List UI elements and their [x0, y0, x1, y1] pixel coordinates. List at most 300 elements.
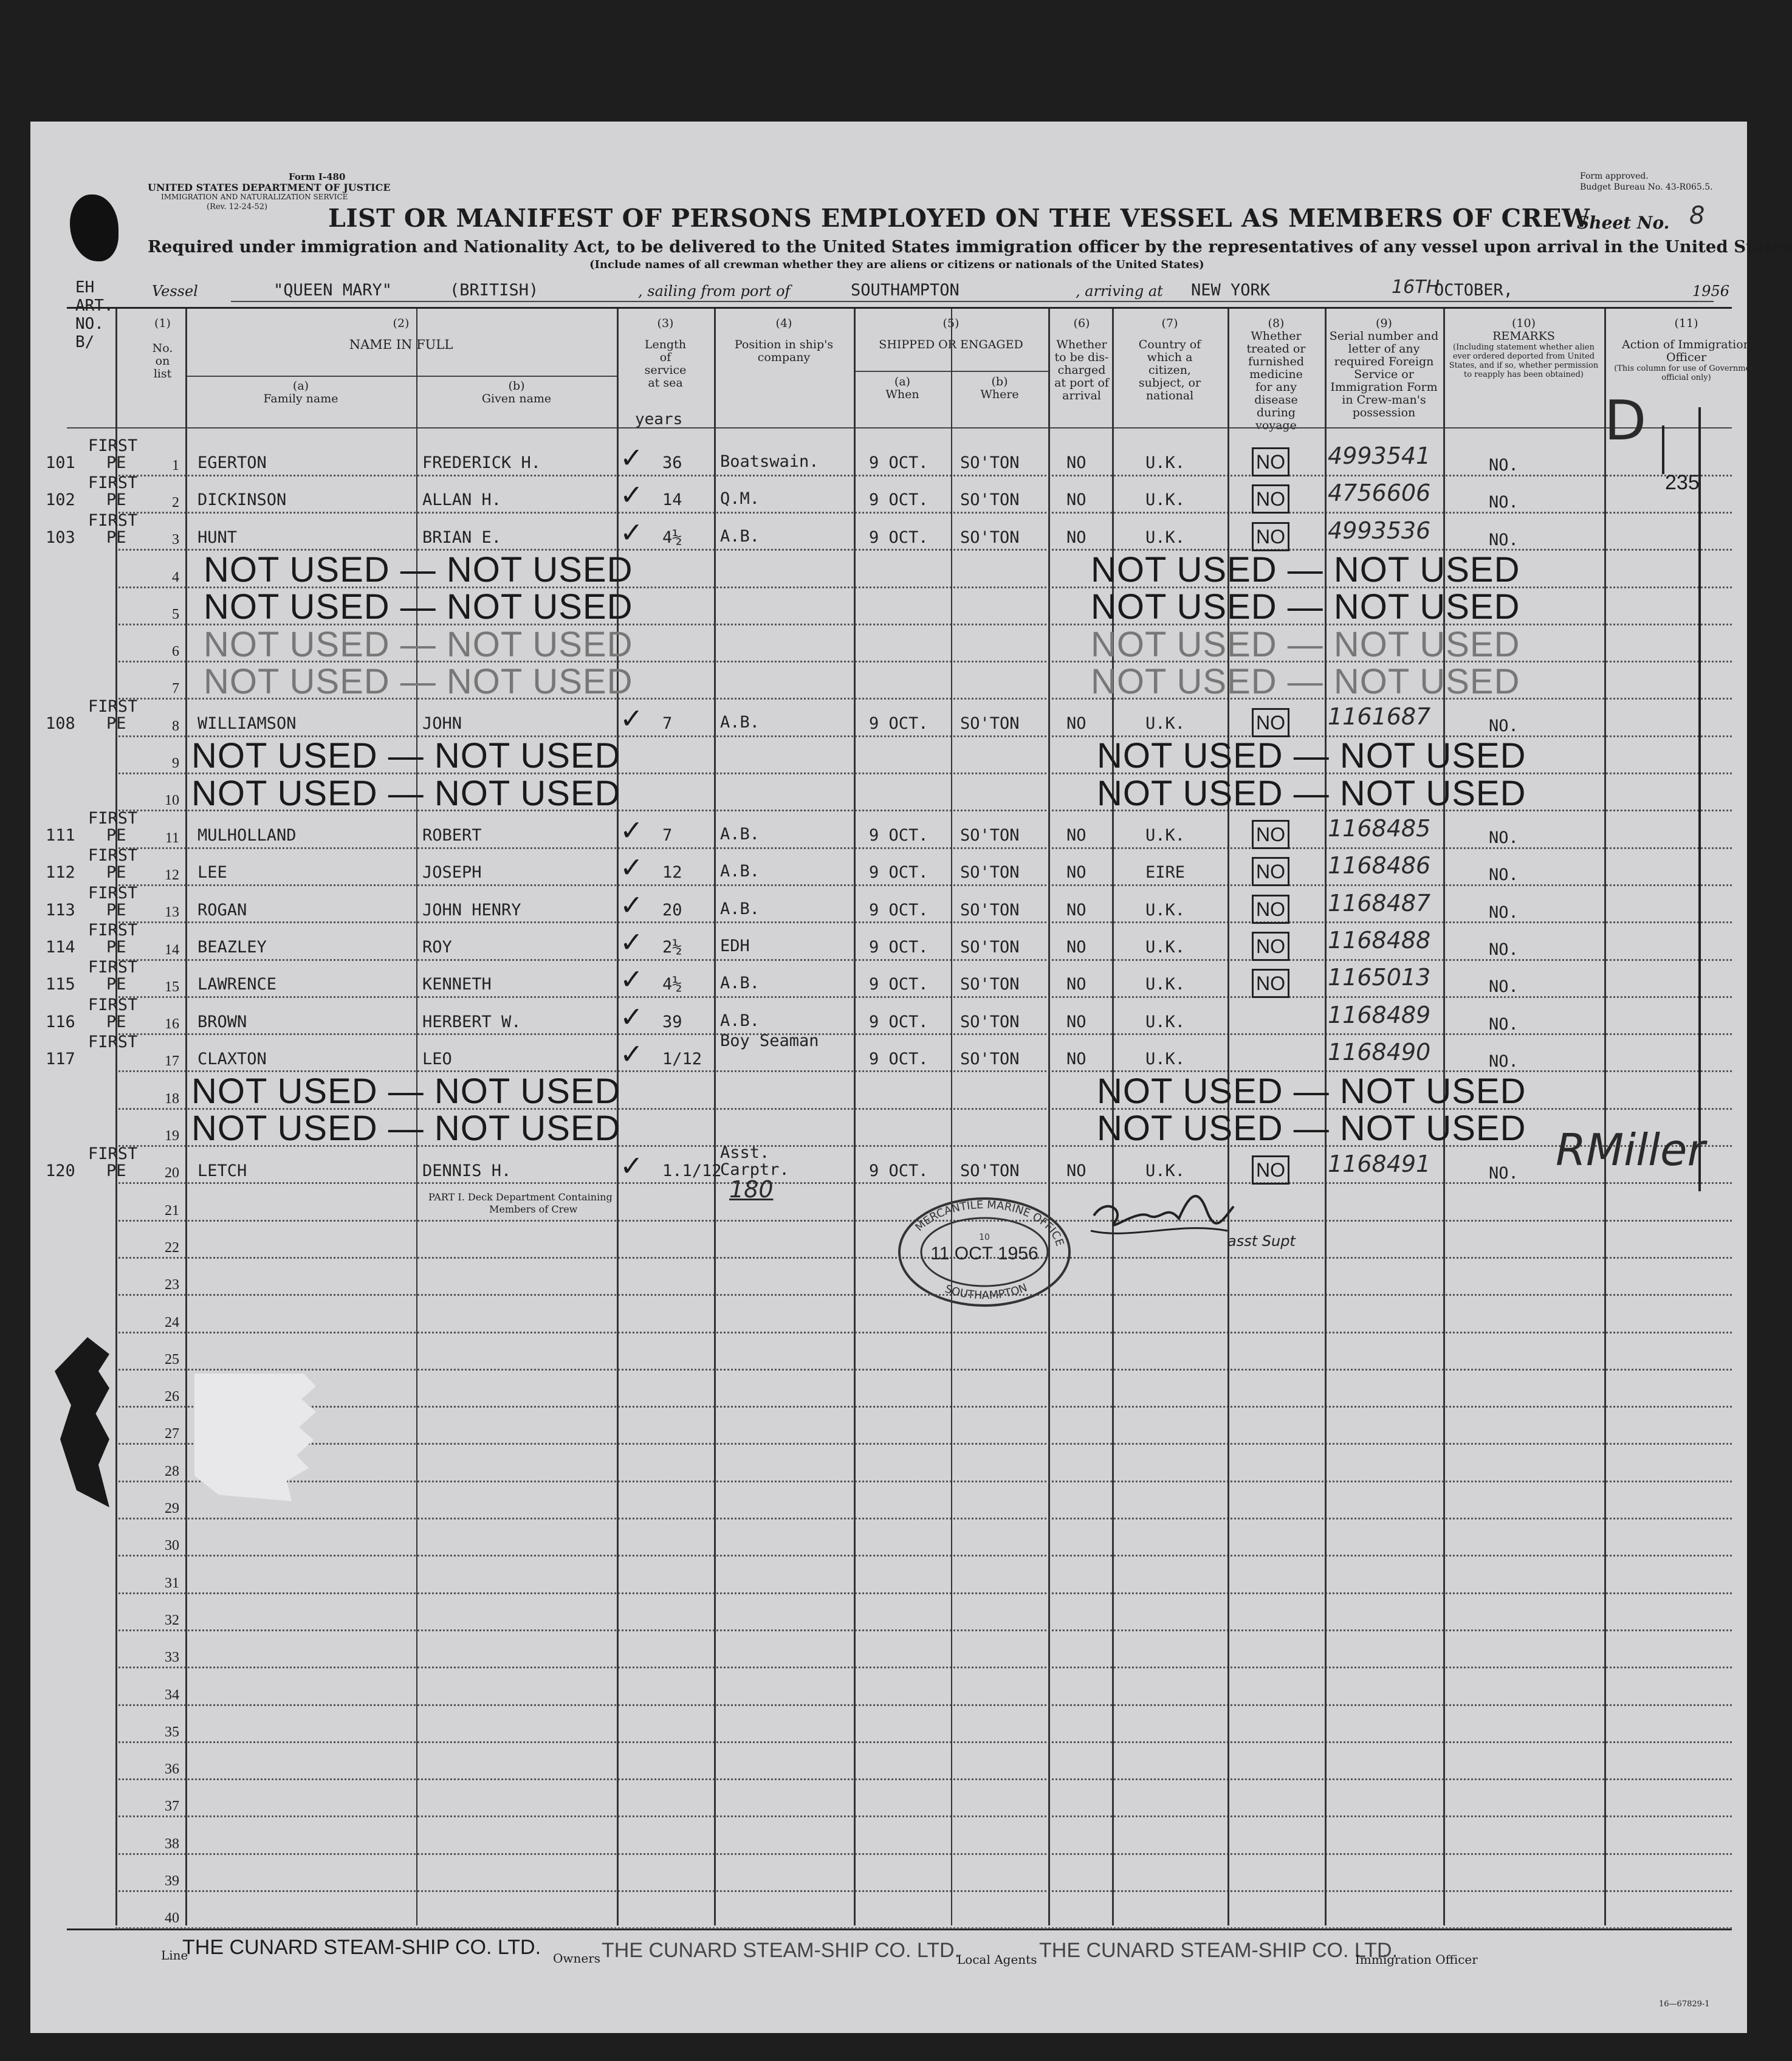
first-mark: FIRST [88, 846, 138, 865]
col5a-label: When [885, 388, 919, 401]
column-rule [1048, 309, 1050, 1925]
medicine-stamp: NO [1252, 932, 1289, 961]
country: U.K. [1145, 1012, 1186, 1031]
position: A.B. [720, 526, 760, 546]
not-used-stamp: NOT USED — NOT USED [1097, 1072, 1526, 1112]
given-name: KENNETH [422, 975, 492, 994]
col1-label: No. on list [152, 342, 173, 380]
shipped-where: SO'TON [960, 1012, 1020, 1031]
shipped-where: SO'TON [960, 900, 1020, 920]
ink-blot [70, 194, 118, 261]
row-rule [115, 1443, 1732, 1445]
officer-label: Immigration Officer [1355, 1952, 1478, 1967]
pe-mark: PE [106, 490, 126, 510]
given-name: FREDERICK H. [422, 453, 541, 472]
stamp-bottom-text: SOUTHAMPTON [943, 1281, 1029, 1302]
family-name: EGERTON [197, 453, 267, 472]
row-rule [115, 1518, 1732, 1519]
art-number: 111 [46, 826, 75, 845]
serial-number: 1168485 [1328, 815, 1431, 842]
row-number: 15 [165, 979, 179, 995]
row-rule [115, 921, 1732, 923]
discharged: NO [1066, 900, 1087, 920]
row-number: 37 [165, 1798, 179, 1815]
service-years: 1.1/12 [662, 1161, 722, 1180]
check-tick-icon: ✓ [620, 1000, 644, 1033]
country: U.K. [1145, 826, 1186, 845]
service-years: 4½ [662, 975, 682, 994]
col10-number: (10) [1511, 317, 1536, 330]
column-rule [951, 309, 952, 1925]
shipped-when: 9 OCT. [869, 1012, 929, 1031]
discharged: NO [1066, 1012, 1087, 1031]
header-sub-rule-name [185, 376, 617, 377]
shipped-where: SO'TON [960, 528, 1020, 547]
shipped-where: SO'TON [960, 1049, 1020, 1068]
column-rule [854, 309, 856, 1925]
line-value: THE CUNARD STEAM-SHIP CO. LTD. [182, 1936, 541, 1959]
given-name: JOSEPH [422, 863, 482, 883]
row-number: 39 [165, 1873, 179, 1890]
given-name: ROY [422, 937, 452, 957]
given-name: JOHN HENRY [422, 900, 521, 920]
col4-label: Position in ship's company [734, 338, 834, 364]
row-number: 24 [165, 1314, 179, 1330]
col2a-number: (a) [292, 379, 309, 393]
discharged: NO [1066, 714, 1087, 734]
arriving-port: NEW YORK [1191, 281, 1271, 300]
row-number: 31 [165, 1575, 179, 1591]
pe-mark: PE [106, 937, 126, 957]
col3-unit: years [635, 410, 683, 428]
country: U.K. [1145, 714, 1186, 734]
given-name: ROBERT [422, 826, 482, 845]
first-mark: FIRST [88, 920, 138, 940]
shipped-where: SO'TON [960, 453, 1020, 472]
art-number: 113 [46, 900, 75, 920]
row-rule [115, 1778, 1732, 1780]
first-mark: FIRST [88, 511, 138, 530]
position: EDH [720, 936, 750, 955]
row-number: 34 [165, 1687, 179, 1703]
vessel-underline [231, 301, 1714, 302]
medicine-stamp: NO [1252, 857, 1289, 886]
vessel-name: "QUEEN MARY" [273, 281, 393, 300]
check-tick-icon: ✓ [620, 888, 644, 921]
not-used-stamp: NOT USED — NOT USED [1097, 773, 1526, 813]
row-number: 7 [172, 681, 179, 697]
officer-bracket-line [1698, 407, 1701, 1191]
owners-value: THE CUNARD STEAM-SHIP CO. LTD. [602, 1939, 961, 1962]
officer-mark: D [1604, 389, 1647, 453]
remarks: NO. [1489, 530, 1519, 549]
family-name: LEE [197, 863, 227, 883]
remarks: NO. [1489, 1014, 1519, 1034]
row-rule [115, 1369, 1732, 1371]
arrival-year: 1956 [1692, 283, 1730, 300]
serial-number: 1168487 [1328, 889, 1431, 917]
service-years: 12 [662, 863, 682, 883]
check-tick-icon: ✓ [620, 1037, 644, 1070]
check-tick-icon: ✓ [620, 925, 644, 958]
col5b-label: Where [980, 388, 1019, 401]
check-tick-icon: ✓ [620, 1149, 644, 1182]
shipped-where: SO'TON [960, 1161, 1020, 1180]
shipped-when: 9 OCT. [869, 490, 929, 510]
department: UNITED STATES DEPARTMENT OF JUSTICE [148, 182, 391, 193]
remarks: NO. [1489, 717, 1519, 736]
remarks: NO. [1489, 1051, 1519, 1071]
first-mark: FIRST [88, 436, 138, 455]
sailing-port: SOUTHAMPTON [851, 281, 960, 300]
shipped-when: 9 OCT. [869, 900, 929, 920]
row-number: 29 [165, 1501, 179, 1517]
row-number: 4 [172, 569, 179, 585]
row-rule [115, 847, 1732, 849]
col9-head [1325, 317, 1443, 419]
country: U.K. [1145, 900, 1186, 920]
family-name: MULHOLLAND [197, 826, 297, 845]
first-mark: FIRST [88, 958, 138, 977]
country: U.K. [1145, 528, 1186, 547]
discharged: NO [1066, 453, 1087, 472]
discharged: NO [1066, 826, 1087, 845]
shipped-when: 9 OCT. [869, 528, 929, 547]
row-rule [115, 475, 1732, 477]
given-name: BRIAN E. [422, 528, 502, 547]
art-number: 101 [46, 453, 75, 472]
first-mark: FIRST [88, 473, 138, 493]
art-number: 120 [46, 1161, 75, 1180]
row-number: 27 [165, 1426, 179, 1442]
discharged: NO [1066, 1049, 1087, 1068]
not-used-stamp: NOT USED — NOT USED [204, 587, 633, 627]
manifest-subtitle: Required under immigration and Nationality Act, to be delivered to the United States immigration officer by the representatives of any vessel upon arrival in the United States [148, 237, 1792, 256]
row-number: 21 [165, 1202, 179, 1219]
discharged: NO [1066, 528, 1087, 547]
margin-b: B/ [75, 333, 95, 351]
pe-mark: PE [106, 826, 126, 845]
serial-number: 4993541 [1328, 442, 1431, 469]
country: U.K. [1145, 453, 1186, 472]
column-rule [115, 309, 117, 1925]
col7-number: (7) [1161, 317, 1178, 330]
col6-label: Whether to be dis-charged at port of arrival [1054, 338, 1109, 402]
pe-mark: PE [106, 453, 126, 472]
position: A.B. [720, 974, 760, 993]
row-rule [115, 1741, 1732, 1743]
part-note-2: Members of Crew [489, 1203, 578, 1215]
service-years: 36 [662, 453, 682, 472]
remarks: NO. [1489, 977, 1519, 997]
sheet-label: Sheet No. [1577, 213, 1670, 233]
serial-number: 1168488 [1328, 926, 1431, 954]
medicine-stamp: NO [1252, 1155, 1289, 1185]
pe-mark: PE [106, 714, 126, 734]
not-used-stamp: NOT USED — NOT USED [191, 736, 621, 776]
check-tick-icon: ✓ [620, 814, 644, 847]
row-rule [115, 1182, 1732, 1184]
agents-label: Local Agents [957, 1952, 1037, 1967]
position: A.B. [720, 1011, 760, 1030]
serial-number: 1168491 [1328, 1150, 1431, 1177]
row-number: 20 [165, 1165, 179, 1182]
shipped-when: 9 OCT. [869, 453, 929, 472]
vessel-flag: (BRITISH) [450, 281, 539, 300]
row-rule [115, 1481, 1732, 1482]
row-rule [115, 959, 1732, 961]
pe-mark: PE [106, 900, 126, 920]
service-years: 7 [662, 826, 673, 845]
row-number: 13 [165, 904, 179, 921]
row-rule [115, 1332, 1732, 1333]
family-name: LAWRENCE [197, 975, 277, 994]
row-rule [115, 1890, 1732, 1892]
shipped-when: 9 OCT. [869, 714, 929, 734]
manifest-title: LIST OR MANIFEST OF PERSONS EMPLOYED ON THE VESSEL AS MEMBERS OF CREW [328, 204, 1590, 233]
row-number: 10 [165, 793, 179, 809]
art-number: 115 [46, 975, 75, 994]
stamp-top-text: MERCANTILE MARINE OFFICE [913, 1198, 1066, 1248]
family-name: CLAXTON [197, 1049, 267, 1068]
position: A.B. [720, 713, 760, 732]
remarks: NO. [1489, 1163, 1519, 1183]
not-used-stamp: NOT USED — NOT USED [191, 1072, 621, 1112]
check-tick-icon: ✓ [620, 478, 644, 512]
discharged: NO [1066, 937, 1087, 957]
margin-no: NO. [75, 315, 104, 333]
col7-head [1112, 317, 1227, 402]
country: U.K. [1145, 975, 1186, 994]
position: A.B. [720, 825, 760, 844]
row-number: 18 [165, 1090, 179, 1107]
serial-number: 4993536 [1328, 517, 1431, 544]
col2-number: (2) [393, 317, 410, 330]
col10-label: REMARKS [1492, 329, 1555, 343]
col9-number: (9) [1376, 317, 1392, 330]
not-used-stamp: NOT USED — NOT USED [1091, 587, 1520, 627]
row-rule [115, 1667, 1732, 1668]
country: U.K. [1145, 1049, 1186, 1068]
first-mark: FIRST [88, 1032, 138, 1051]
stamp-to: 10 [979, 1233, 990, 1242]
family-name: HUNT [197, 528, 238, 547]
col3-number: (3) [657, 317, 674, 330]
given-name: HERBERT W. [422, 1012, 521, 1031]
given-name: JOHN [422, 714, 462, 734]
not-used-stamp: NOT USED — NOT USED [204, 624, 633, 664]
col11-sub: (This column for use of Government official only) [1614, 364, 1759, 382]
stamp-date: 11 OCT 1956 [930, 1244, 1038, 1264]
service-years: 39 [662, 1012, 682, 1031]
row-rule [115, 1927, 1732, 1929]
service-years: 20 [662, 900, 682, 920]
col5b-head [951, 376, 1048, 401]
first-mark: FIRST [88, 883, 138, 903]
remarks: NO. [1489, 865, 1519, 885]
col3-head [617, 317, 714, 390]
shipped-where: SO'TON [960, 714, 1020, 734]
country: U.K. [1145, 937, 1186, 957]
position: Boy Seaman [720, 1031, 819, 1050]
manifest-sheet [30, 122, 1792, 2033]
row-rule [115, 884, 1732, 886]
position: A.B. [720, 862, 760, 881]
family-name: WILLIAMSON [197, 714, 297, 734]
check-tick-icon: ✓ [620, 702, 644, 735]
row-number: 9 [172, 755, 179, 772]
family-name: DICKINSON [197, 490, 287, 510]
col11-label: Action of Immigration Officer [1622, 338, 1751, 364]
medicine-stamp: NO [1252, 820, 1289, 849]
col9-label: Serial number and letter of any required Foreign Service or Immigration Form in Crew-man's possession [1329, 329, 1439, 419]
pe-mark: PE [106, 1012, 126, 1031]
row-number: 26 [165, 1389, 179, 1405]
row-number: 23 [165, 1277, 179, 1293]
remarks: NO. [1489, 456, 1519, 475]
family-name: LETCH [197, 1161, 247, 1180]
shipped-when: 9 OCT. [869, 1049, 929, 1068]
officer-count: 235 [1665, 471, 1700, 494]
row-number: 38 [165, 1836, 179, 1852]
pe-mark: PE [106, 1161, 126, 1180]
row-number: 32 [165, 1612, 179, 1628]
discharged: NO [1066, 490, 1087, 510]
row-number: 5 [172, 606, 179, 622]
row-number: 25 [165, 1351, 179, 1368]
col8-label: Whether treated or furnished medicine for any disease during voyage [1246, 329, 1306, 432]
row-number: 8 [172, 718, 179, 734]
not-used-stamp: NOT USED — NOT USED [1091, 661, 1520, 701]
col8-number: (8) [1268, 317, 1285, 330]
row-number: 19 [165, 1128, 179, 1144]
shipped-where: SO'TON [960, 826, 1020, 845]
medicine-stamp: NO [1252, 969, 1289, 998]
officer-signature: RMiller [1556, 1124, 1706, 1175]
revision: (Rev. 12-24-52) [207, 202, 268, 212]
shipped-where: SO'TON [960, 490, 1020, 510]
col4-number: (4) [775, 317, 792, 330]
not-used-stamp: NOT USED — NOT USED [1097, 1109, 1526, 1149]
sheet-number: 8 [1689, 202, 1705, 230]
service-years: 4½ [662, 528, 682, 547]
art-number: 112 [46, 863, 75, 883]
row-rule [115, 1592, 1732, 1594]
row-rule [115, 1704, 1732, 1706]
service-years: 1/12 [662, 1049, 702, 1068]
first-mark: FIRST [88, 697, 138, 717]
not-used-stamp: NOT USED — NOT USED [204, 549, 633, 590]
art-number: 102 [46, 490, 75, 510]
line-label: Line [161, 1948, 188, 1963]
serial-number: 1168489 [1328, 1001, 1431, 1028]
row-number: 3 [172, 532, 179, 548]
col6-head [1051, 317, 1112, 402]
art-number: 117 [46, 1049, 75, 1068]
given-name: ALLAN H. [422, 490, 502, 510]
col5-number: (5) [942, 317, 960, 330]
remarks: NO. [1489, 493, 1519, 512]
owners-label: Owners [553, 1951, 601, 1966]
medicine-stamp: NO [1252, 708, 1289, 737]
officer-tick [1662, 425, 1664, 474]
row-number: 33 [165, 1650, 179, 1666]
serial-number: 1168490 [1328, 1038, 1431, 1065]
row-rule [115, 1406, 1732, 1408]
column-rule [714, 309, 716, 1925]
not-used-stamp: NOT USED — NOT USED [191, 773, 621, 813]
shipped-where: SO'TON [960, 975, 1020, 994]
col2b-label: Given name [481, 392, 552, 405]
check-tick-icon: ✓ [620, 851, 644, 884]
service-years: 14 [662, 490, 682, 510]
row-number: 35 [165, 1724, 179, 1740]
discharged: NO [1066, 863, 1087, 883]
not-used-stamp: NOT USED — NOT USED [191, 1109, 621, 1149]
given-name: DENNIS H. [422, 1161, 512, 1180]
part-note-1: PART I. Deck Department Containing [428, 1191, 613, 1203]
check-tick-icon: ✓ [620, 441, 644, 474]
given-name: LEO [422, 1049, 452, 1068]
row-number: 16 [165, 1016, 179, 1033]
medicine-stamp: NO [1252, 522, 1289, 551]
margin-eh: EH [75, 278, 95, 297]
row-number: 22 [165, 1239, 179, 1256]
not-used-stamp: NOT USED — NOT USED [1097, 736, 1526, 776]
row-rule [115, 1033, 1732, 1035]
shipped-when: 9 OCT. [869, 826, 929, 845]
column-rule [1604, 309, 1606, 1925]
row-rule [115, 1555, 1732, 1557]
superintendent-signature [1082, 1173, 1296, 1270]
family-name: BEAZLEY [197, 937, 267, 957]
shipped-where: SO'TON [960, 937, 1020, 957]
service-years: 7 [662, 714, 673, 734]
medicine-stamp: NO [1252, 484, 1289, 514]
first-mark: FIRST [88, 809, 138, 828]
check-tick-icon: ✓ [620, 515, 644, 549]
row-number: 6 [172, 644, 179, 660]
form-approved: Form approved. [1580, 171, 1649, 181]
sig-suffix: asst Supt [1227, 1233, 1296, 1250]
discharged: NO [1066, 1161, 1087, 1180]
col1-head [146, 317, 179, 380]
row-number: 30 [165, 1538, 179, 1554]
svg-text:SOUTHAMPTON [943, 1281, 1029, 1302]
col5a-head [854, 376, 951, 401]
service: IMMIGRATION AND NATURALIZATION SERVICE [161, 193, 348, 201]
country: U.K. [1145, 1161, 1186, 1180]
position: Q.M. [720, 489, 760, 509]
first-mark: FIRST [88, 1144, 138, 1163]
art-number: 108 [46, 714, 75, 734]
row-rule [115, 1853, 1732, 1855]
not-used-stamp: NOT USED — NOT USED [1091, 549, 1520, 590]
shipped-where: SO'TON [960, 863, 1020, 883]
row-number: 1 [172, 457, 179, 473]
col3-label: Length of service at sea [644, 338, 687, 390]
agents-value: THE CUNARD STEAM-SHIP CO. LTD. [1039, 1939, 1398, 1962]
col5b-number: (b) [991, 375, 1008, 388]
serial-number: 1165013 [1328, 964, 1431, 991]
remarks: NO. [1489, 903, 1519, 922]
column-rule [185, 309, 187, 1925]
row-number: 11 [165, 830, 179, 846]
col2b-number: (b) [508, 379, 525, 393]
arrival-month: OCTOBER, [1434, 281, 1514, 300]
medicine-stamp: NO [1252, 447, 1289, 477]
medicine-stamp: NO [1252, 895, 1289, 924]
